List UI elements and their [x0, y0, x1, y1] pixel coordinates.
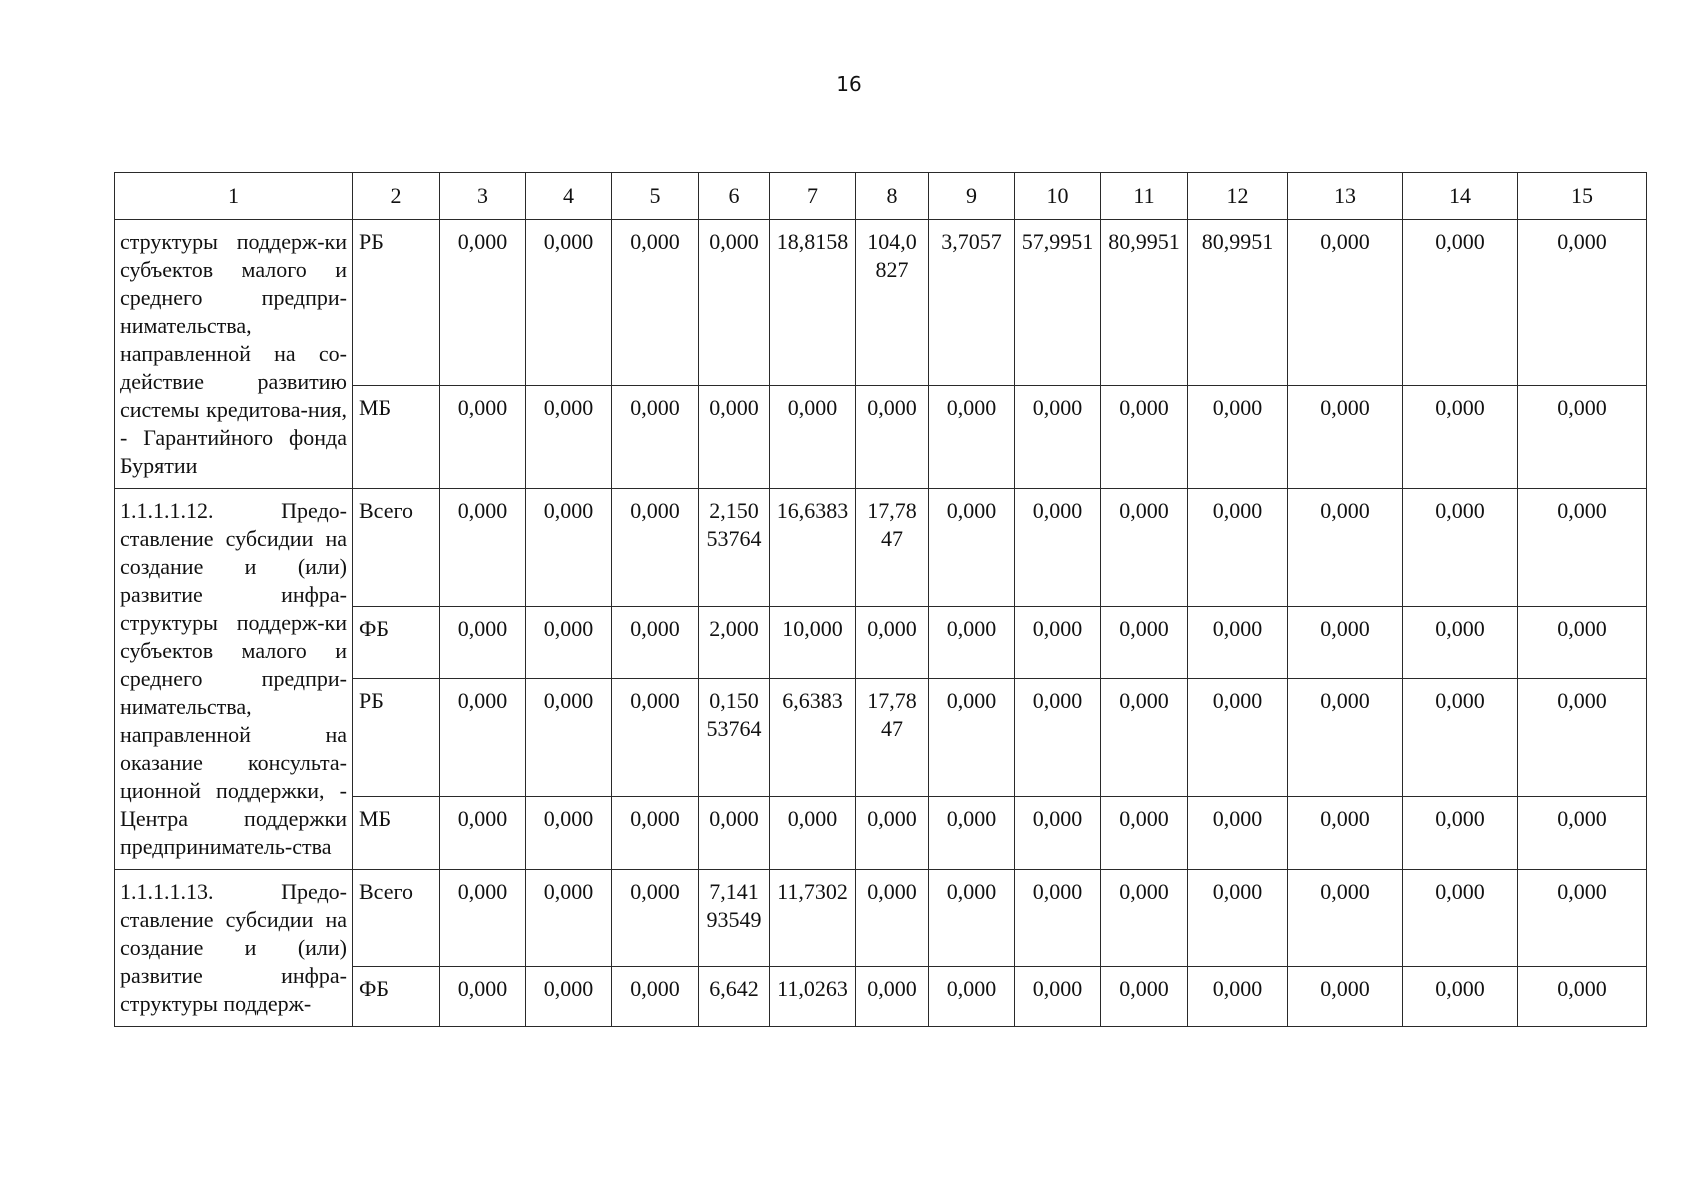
value-cell: 0,000 [699, 386, 770, 489]
column-header-9: 9 [929, 173, 1015, 220]
budget-table [114, 172, 1647, 1027]
value-cell: 0,000 [1518, 220, 1647, 386]
table-row [115, 220, 1647, 386]
value-cell: 0,000 [440, 220, 526, 386]
column-header-10: 10 [1015, 173, 1101, 220]
column-header-4: 4 [526, 173, 612, 220]
value-cell: 0,000 [1518, 967, 1647, 1027]
header-row [115, 173, 1647, 220]
value-cell: 0,000 [1403, 386, 1518, 489]
value-cell: 0,000 [612, 870, 699, 967]
column-header-2: 2 [353, 173, 440, 220]
value-cell: 0,000 [526, 967, 612, 1027]
value-cell: 0,000 [612, 967, 699, 1027]
row-description: 1.1.1.1.13. Предо-ставление субсидии на создание и (или) развитие инфра-структуры поддерж- [115, 870, 353, 1027]
value-cell: 0,000 [856, 967, 929, 1027]
value-cell: 0,000 [440, 679, 526, 797]
value-cell: 16,6383 [770, 489, 856, 607]
value-cell: 0,000 [929, 797, 1015, 870]
column-header-13: 13 [1288, 173, 1403, 220]
value-cell: 0,000 [1288, 489, 1403, 607]
value-cell: 0,000 [1188, 489, 1288, 607]
value-cell: 0,000 [612, 386, 699, 489]
value-cell: 7,14193549 [699, 870, 770, 967]
value-cell: 0,000 [1101, 797, 1188, 870]
value-cell: 0,000 [1288, 797, 1403, 870]
value-cell: 3,7057 [929, 220, 1015, 386]
value-cell: 0,000 [1518, 606, 1647, 679]
value-cell: 0,000 [612, 220, 699, 386]
funding-source: МБ [353, 797, 440, 870]
column-header-7: 7 [770, 173, 856, 220]
value-cell: 0,000 [440, 967, 526, 1027]
value-cell: 0,000 [770, 386, 856, 489]
funding-source: Всего [353, 870, 440, 967]
value-cell: 0,000 [526, 797, 612, 870]
value-cell: 0,000 [1518, 386, 1647, 489]
value-cell: 0,000 [1188, 797, 1288, 870]
value-cell: 0,000 [1518, 489, 1647, 607]
value-cell: 2,000 [699, 606, 770, 679]
value-cell: 80,9951 [1101, 220, 1188, 386]
value-cell: 0,000 [1101, 870, 1188, 967]
value-cell: 0,000 [1403, 220, 1518, 386]
value-cell: 0,000 [1015, 797, 1101, 870]
page-number: 16 [836, 72, 862, 96]
value-cell: 0,000 [929, 606, 1015, 679]
value-cell: 0,000 [526, 386, 612, 489]
value-cell: 0,000 [1101, 679, 1188, 797]
value-cell: 0,000 [1288, 386, 1403, 489]
value-cell: 2,15053764 [699, 489, 770, 607]
value-cell: 0,000 [1101, 606, 1188, 679]
value-cell: 0,000 [612, 679, 699, 797]
column-header-11: 11 [1101, 173, 1188, 220]
value-cell: 0,000 [856, 386, 929, 489]
value-cell: 0,000 [526, 870, 612, 967]
value-cell: 0,000 [1288, 870, 1403, 967]
value-cell: 0,000 [1015, 386, 1101, 489]
value-cell: 0,000 [1015, 606, 1101, 679]
value-cell: 17,7847 [856, 679, 929, 797]
value-cell: 0,000 [1518, 679, 1647, 797]
value-cell: 0,000 [526, 220, 612, 386]
value-cell: 11,7302 [770, 870, 856, 967]
value-cell: 0,000 [699, 220, 770, 386]
value-cell: 0,000 [1015, 679, 1101, 797]
value-cell: 0,000 [1403, 679, 1518, 797]
value-cell: 0,000 [1518, 870, 1647, 967]
value-cell: 0,000 [1403, 967, 1518, 1027]
value-cell: 0,000 [929, 489, 1015, 607]
value-cell: 0,000 [856, 606, 929, 679]
value-cell: 0,000 [1288, 606, 1403, 679]
value-cell: 0,000 [929, 386, 1015, 489]
value-cell: 0,000 [1188, 870, 1288, 967]
value-cell: 0,000 [1101, 967, 1188, 1027]
value-cell: 0,000 [1403, 870, 1518, 967]
value-cell: 6,6383 [770, 679, 856, 797]
value-cell: 0,000 [929, 679, 1015, 797]
value-cell: 0,000 [856, 870, 929, 967]
column-header-12: 12 [1188, 173, 1288, 220]
value-cell: 0,15053764 [699, 679, 770, 797]
value-cell: 0,000 [1288, 967, 1403, 1027]
value-cell: 0,000 [1101, 489, 1188, 607]
table-row [115, 870, 1647, 967]
column-header-15: 15 [1518, 173, 1647, 220]
value-cell: 0,000 [1188, 606, 1288, 679]
funding-source: РБ [353, 220, 440, 386]
value-cell: 0,000 [856, 797, 929, 870]
value-cell: 0,000 [440, 386, 526, 489]
funding-source: МБ [353, 386, 440, 489]
column-header-14: 14 [1403, 173, 1518, 220]
value-cell: 80,9951 [1188, 220, 1288, 386]
funding-source: РБ [353, 679, 440, 797]
value-cell: 0,000 [526, 679, 612, 797]
value-cell: 11,0263 [770, 967, 856, 1027]
value-cell: 0,000 [612, 797, 699, 870]
value-cell: 0,000 [612, 606, 699, 679]
value-cell: 0,000 [1403, 606, 1518, 679]
value-cell: 104,0827 [856, 220, 929, 386]
funding-source: ФБ [353, 967, 440, 1027]
value-cell: 0,000 [770, 797, 856, 870]
value-cell: 0,000 [1403, 489, 1518, 607]
value-cell: 0,000 [440, 489, 526, 607]
value-cell: 10,000 [770, 606, 856, 679]
value-cell: 0,000 [1288, 220, 1403, 386]
value-cell: 0,000 [1288, 679, 1403, 797]
column-header-1: 1 [115, 173, 353, 220]
value-cell: 0,000 [526, 489, 612, 607]
row-description: 1.1.1.1.12. Предо-ставление субсидии на создание и (или) развитие инфра-структуры поддерж-ки субъектов малого и среднего предпри-нимательства, направленной на оказание консульта-ционной поддержки, - Центра поддержки предприниматель-ства [115, 489, 353, 870]
funding-source: ФБ [353, 606, 440, 679]
column-header-6: 6 [699, 173, 770, 220]
value-cell: 0,000 [699, 797, 770, 870]
value-cell: 0,000 [929, 870, 1015, 967]
value-cell: 0,000 [1518, 797, 1647, 870]
column-header-5: 5 [612, 173, 699, 220]
value-cell: 0,000 [612, 489, 699, 607]
table-row [115, 489, 1647, 607]
value-cell: 0,000 [440, 606, 526, 679]
column-header-3: 3 [440, 173, 526, 220]
value-cell: 57,9951 [1015, 220, 1101, 386]
value-cell: 0,000 [1188, 386, 1288, 489]
row-description: структуры поддерж-ки субъектов малого и среднего предпри-нимательства, направленной на со-действие развитию системы кредитова-ния, - Гарантийного фонда Бурятии [115, 220, 353, 489]
value-cell: 0,000 [440, 797, 526, 870]
value-cell: 0,000 [1015, 489, 1101, 607]
value-cell: 0,000 [1188, 679, 1288, 797]
funding-source: Всего [353, 489, 440, 607]
value-cell: 17,7847 [856, 489, 929, 607]
value-cell: 0,000 [1188, 967, 1288, 1027]
value-cell: 0,000 [929, 967, 1015, 1027]
value-cell: 0,000 [1015, 967, 1101, 1027]
column-header-8: 8 [856, 173, 929, 220]
value-cell: 0,000 [440, 870, 526, 967]
value-cell: 18,8158 [770, 220, 856, 386]
value-cell: 0,000 [1015, 870, 1101, 967]
value-cell: 0,000 [1403, 797, 1518, 870]
value-cell: 0,000 [526, 606, 612, 679]
value-cell: 6,642 [699, 967, 770, 1027]
value-cell: 0,000 [1101, 386, 1188, 489]
